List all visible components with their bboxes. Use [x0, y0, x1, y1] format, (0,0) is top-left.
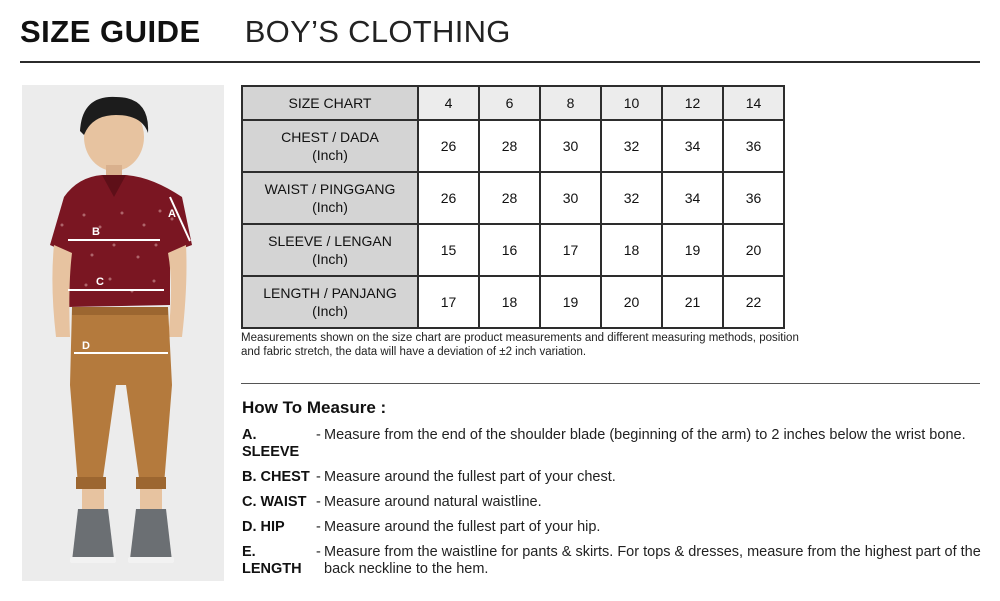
measure-dash: - — [316, 544, 321, 560]
table-cell: 32 — [601, 120, 662, 172]
table-cell: 18 — [479, 276, 540, 328]
row-label-waist — [242, 172, 418, 224]
table-cell: 20 — [723, 224, 784, 276]
row-label-unit: (Inch) — [312, 147, 348, 163]
header-divider — [20, 61, 980, 63]
list-item — [242, 469, 982, 486]
table-cell: 21 — [662, 276, 723, 328]
table-row — [242, 276, 784, 328]
measure-dash: - — [316, 469, 321, 485]
row-label-line: WAIST / PINGGANG — [264, 181, 396, 197]
how-to-measure-list — [242, 427, 982, 586]
size-column-header: 4 — [418, 86, 479, 120]
size-column-header: 6 — [479, 86, 540, 120]
table-cell: 34 — [662, 172, 723, 224]
table-cell: 19 — [662, 224, 723, 276]
table-cell: 20 — [601, 276, 662, 328]
measure-label: C. WAIST — [242, 494, 307, 510]
measure-description: Measure around the fullest part of your chest. — [324, 469, 616, 485]
size-header-row — [242, 86, 784, 120]
table-cell: 26 — [418, 172, 479, 224]
size-column-header: 14 — [723, 86, 784, 120]
table-cell: 34 — [662, 120, 723, 172]
table-cell: 30 — [540, 120, 601, 172]
model-photo — [22, 85, 224, 581]
table-cell: 36 — [723, 172, 784, 224]
table-row — [242, 120, 784, 172]
size-column-header: 8 — [540, 86, 601, 120]
row-label-line: SLEEVE / LENGAN — [268, 233, 392, 249]
row-label-length — [242, 276, 418, 328]
marker-a: A — [168, 208, 176, 220]
list-item — [242, 494, 982, 511]
page-title: SIZE GUIDE — [20, 14, 201, 49]
table-cell: 26 — [418, 120, 479, 172]
table-row — [242, 172, 784, 224]
list-item — [242, 427, 982, 461]
marker-d: D — [82, 340, 90, 352]
table-cell: 36 — [723, 120, 784, 172]
measure-dash: - — [316, 427, 321, 443]
page-subtitle: BOY’S CLOTHING — [244, 14, 511, 49]
measure-description: Measure around natural waistline. — [324, 494, 542, 510]
row-label-unit: (Inch) — [312, 199, 348, 215]
boy-model-illustration — [22, 85, 224, 581]
table-cell: 32 — [601, 172, 662, 224]
row-label-unit: (Inch) — [312, 251, 348, 267]
measurement-disclaimer: Measurements shown on the size chart are product measurements and different measuring methods, position and fabric stretch, the data will have a deviation of ±2 inch variation. — [241, 332, 799, 358]
size-column-header: 12 — [662, 86, 723, 120]
table-cell: 16 — [479, 224, 540, 276]
section-divider — [241, 383, 980, 384]
table-cell: 15 — [418, 224, 479, 276]
size-chart-corner-label: SIZE CHART — [242, 86, 418, 120]
table-cell: 30 — [540, 172, 601, 224]
table-row — [242, 224, 784, 276]
row-label-chest — [242, 120, 418, 172]
measure-description: Measure from the end of the shoulder blade (beginning of the arm) to 2 inches below the wrist bone. — [324, 427, 966, 443]
measure-description: Measure around the fullest part of your hip. — [324, 519, 601, 535]
table-cell: 17 — [418, 276, 479, 328]
table-cell: 19 — [540, 276, 601, 328]
marker-c: C — [96, 276, 104, 288]
row-label-unit: (Inch) — [312, 303, 348, 319]
table-cell: 22 — [723, 276, 784, 328]
table-cell: 28 — [479, 172, 540, 224]
measure-label: E. LENGTH — [242, 544, 302, 577]
size-column-header: 10 — [601, 86, 662, 120]
row-label-sleeve — [242, 224, 418, 276]
marker-b: B — [92, 226, 100, 238]
measure-description: Measure from the waistline for pants & skirts. For tops & dresses, measure from the highest part of the back neckline to the hem. — [324, 544, 981, 577]
row-label-line: LENGTH / PANJANG — [263, 285, 397, 301]
size-chart-table — [241, 85, 785, 329]
table-cell: 18 — [601, 224, 662, 276]
list-item — [242, 519, 982, 536]
how-to-measure-heading: How To Measure : — [242, 398, 387, 417]
table-cell: 28 — [479, 120, 540, 172]
measure-label: B. CHEST — [242, 469, 310, 485]
measure-dash: - — [316, 494, 321, 510]
list-item — [242, 544, 982, 578]
row-label-line: CHEST / DADA — [281, 129, 379, 145]
table-cell: 17 — [540, 224, 601, 276]
measure-label: D. HIP — [242, 519, 285, 535]
measure-dash: - — [316, 519, 321, 535]
page-header — [20, 14, 511, 58]
measure-label: A. SLEEVE — [242, 427, 300, 460]
